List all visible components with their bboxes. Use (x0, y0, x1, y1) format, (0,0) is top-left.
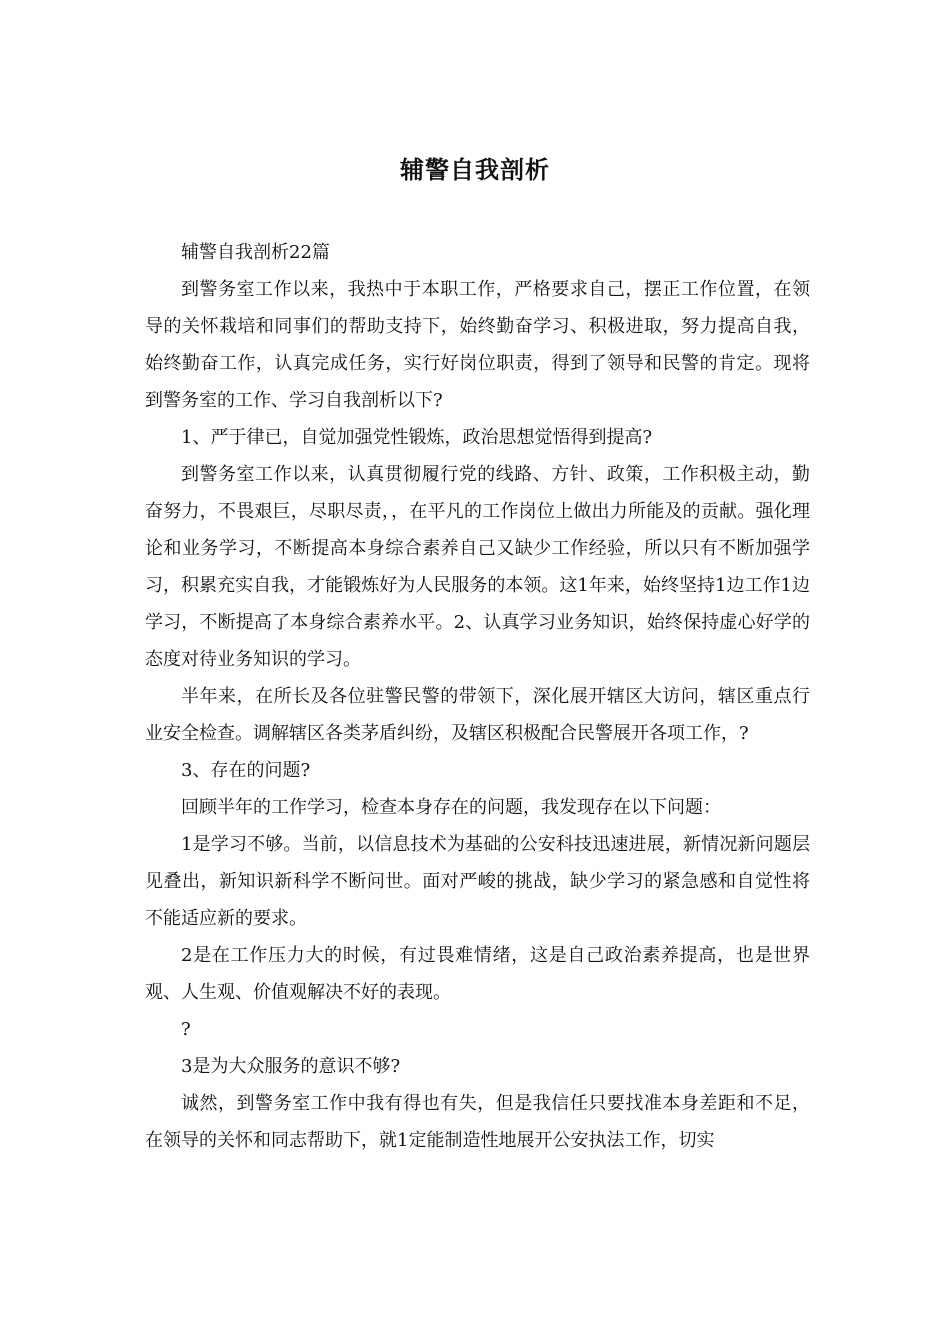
paragraph-problem-1: 1是学习不够。当前，以信息技术为基础的公安科技迅速进展，新情况新问题层见叠出，新知识新科学不断问世。面对严峻的挑战，缺少学习的紧急感和自觉性将不能适应新的要求。 (145, 834, 810, 929)
paragraph-question-mark: ? (181, 1019, 191, 1040)
paragraph-subtitle: 辅警自我剖析22篇 (181, 242, 330, 263)
paragraph-problem-2: 2是在工作压力大的时候，有过畏难情绪，这是自己政治素养提高，也是世界观、人生观、价值观解决不好的表现。 (145, 945, 810, 1003)
paragraph-body-2: 半年来，在所长及各位驻警民警的带领下，深化展开辖区大访问，辖区重点行业安全检查。调解辖区各类茅盾纠纷，及辖区积极配合民警展开各项工作，? (145, 686, 810, 744)
paragraph-body-1: 到警务室工作以来，认真贯彻履行党的线路、方针、政策，工作积极主动，勤奋努力，不畏艰巨，尽职尽责，，在平凡的工作岗位上做出力所能及的贡献。强化理论和业务学习，不断提高本身综合素养自己又缺少工作经验，所以只有不断加强学习，积累充实自我，才能锻炼好为人民服务的本领。这1年来，始终坚持1边工作1边学习，不断提高了本身综合素养水平。2、认真学习业务知识，始终保持虚心好学的态度对待业务知识的学习。 (145, 464, 810, 670)
paragraph-problem-3: 3是为大众服务的意识不够? (181, 1056, 401, 1077)
document-body (145, 234, 810, 1159)
paragraph-heading-3: 3、存在的问题? (181, 760, 311, 781)
paragraph-conclusion: 诚然，到警务室工作中我有得也有失，但是我信任只要找准本身差距和不足，在领导的关怀和同志帮助下，就1定能制造性地展开公安执法工作，切实 (145, 1093, 810, 1151)
paragraph-intro: 到警务室工作以来，我热中于本职工作，严格要求自己，摆正工作位置，在领导的关怀栽培和同事们的帮助支持下，始终勤奋学习、积极进取，努力提高自我，始终勤奋工作，认真完成任务，实行好岗位职责，得到了领导和民警的肯定。现将到警务室的工作、学习自我剖析以下? (145, 279, 810, 411)
document-title: 辅警自我剖析 (400, 156, 550, 184)
paragraph-heading-1: 1、严于律已，自觉加强党性锻炼，政治思想觉悟得到提高? (181, 427, 653, 448)
paragraph-review: 回顾半年的工作学习，检查本身存在的问题，我发现存在以下问题： (181, 797, 721, 818)
